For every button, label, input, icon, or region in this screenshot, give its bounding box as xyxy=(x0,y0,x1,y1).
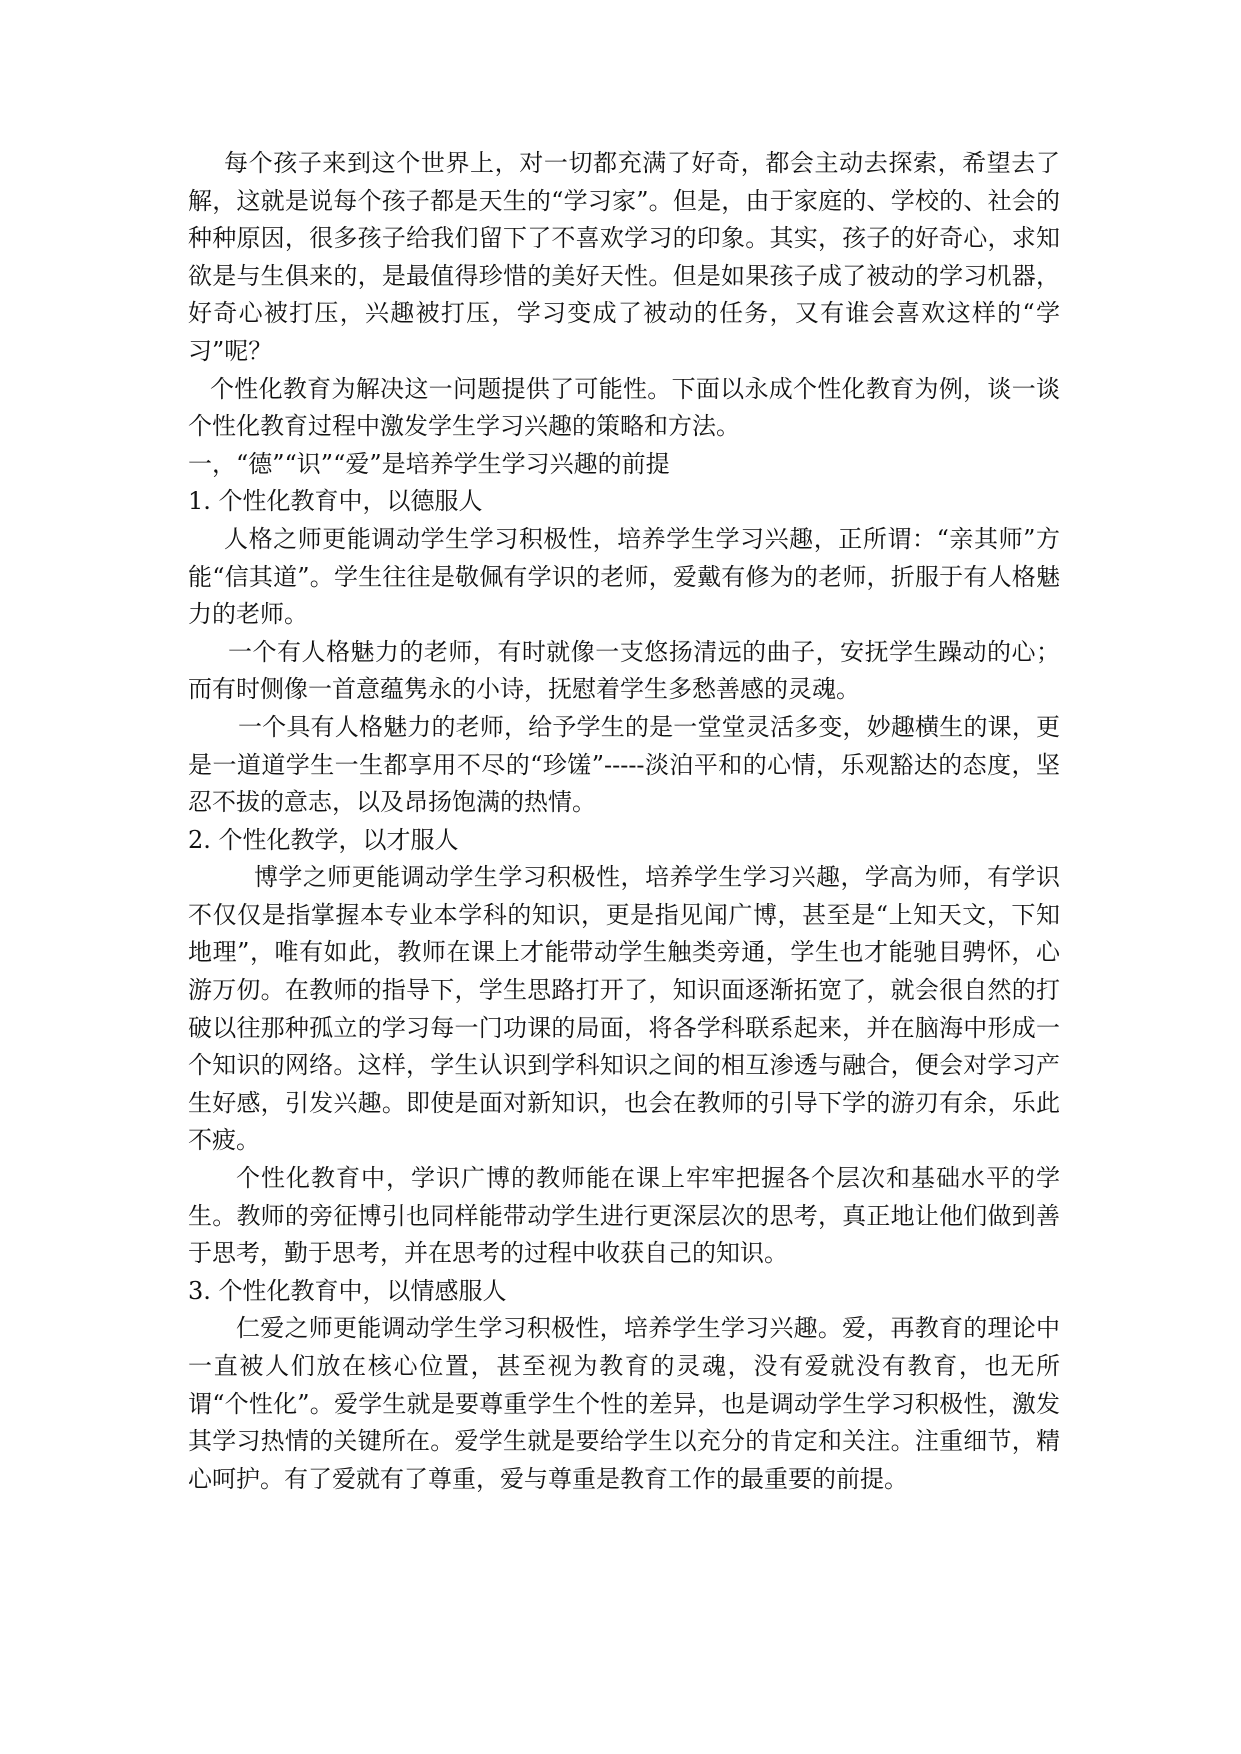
body-paragraph: 博学之师更能调动学生学习积极性，培养学生学习兴趣，学高为师，有学识不仅仅是指掌握本专业本学科的知识，更是指见闻广博，甚至是“上知天文，下知地理”，唯有如此，教师在课上才能带动学生触类旁通，学生也才能驰目骋怀，心游万仞。在教师的指导下，学生思路打开了，知识面逐渐拓宽了，就会很自然的打破以往那种孤立的学习每一门功课的局面，将各学科联系起来，并在脑海中形成一个知识的网络。这样，学生认识到学科知识之间的相互渗透与融合，便会对学习产生好感，引发兴趣。即使是面对新知识，也会在教师的引导下学的游刃有余，乐此不疲。 xyxy=(188,863,1060,1155)
body-paragraph: 一个有人格魅力的老师，有时就像一支悠扬清远的曲子，安抚学生躁动的心；而有时侧像一首意蕴隽永的小诗，抚慰着学生多愁善感的灵魂。 xyxy=(188,637,1060,704)
intro-paragraph: 每个孩子来到这个世界上，对一切都充满了好奇，都会主动去探索，希望去了解，这就是说每个孩子都是天生的“学习家”。但是，由于家庭的、学校的、社会的种种原因，很多孩子给我们留下了不喜欢学习的印象。其实，孩子的好奇心，求知欲是与生俱来的，是最值得珍惜的美好天性。但是如果孩子成了被动的学习机器，好奇心被打压，兴趣被打压，学习变成了被动的任务，又有谁会喜欢这样的“学习”呢？ xyxy=(188,149,1060,365)
section-heading: 一，“德”“识”“爱”是培养学生学习兴趣的前提 xyxy=(188,449,670,478)
body-paragraph: 人格之师更能调动学生学习积极性，培养学生学习兴趣，正所谓：“亲其师”方能“信其道”。学生往往是敬佩有学识的老师，爱戴有修为的老师，折服于有人格魅力的老师。 xyxy=(188,524,1060,629)
document-page xyxy=(188,145,1060,1498)
subsection-heading: 2. 个性化教学，以才服人 xyxy=(188,825,459,854)
body-paragraph: 个性化教育中，学识广博的教师能在课上牢牢把握各个层次和基础水平的学生。教师的旁征博引也同样能带动学生进行更深层次的思考，真正地让他们做到善于思考，勤于思考，并在思考的过程中收获自己的知识。 xyxy=(188,1164,1060,1268)
subsection-heading: 3. 个性化教育中，以情感服人 xyxy=(188,1276,507,1305)
intro-paragraph: 个性化教育为解决这一问题提供了可能性。下面以永成个性化教育为例，谈一谈个性化教育过程中激发学生学习兴趣的策略和方法。 xyxy=(188,374,1060,441)
subsection-heading: 1. 个性化教育中，以德服人 xyxy=(188,487,483,516)
body-paragraph: 一个具有人格魅力的老师，给予学生的是一堂堂灵活多变，妙趣横生的课，更是一道道学生一生都享用不尽的“珍馐”-----淡泊平和的心情，乐观豁达的态度，坚忍不拔的意志，以及昂扬饱满的热情。 xyxy=(188,712,1060,817)
body-paragraph: 仁爱之师更能调动学生学习积极性，培养学生学习兴趣。爱，再教育的理论中一直被人们放在核心位置，甚至视为教育的灵魂，没有爱就没有教育，也无所谓“个性化”。爱学生就是要尊重学生个性的差异，也是调动学生学习积极性，激发其学习热情的关键所在。爱学生就是要给学生以充分的肯定和关注。注重细节，精心呵护。有了爱就有了尊重，爱与尊重是教育工作的最重要的前提。 xyxy=(188,1314,1060,1493)
